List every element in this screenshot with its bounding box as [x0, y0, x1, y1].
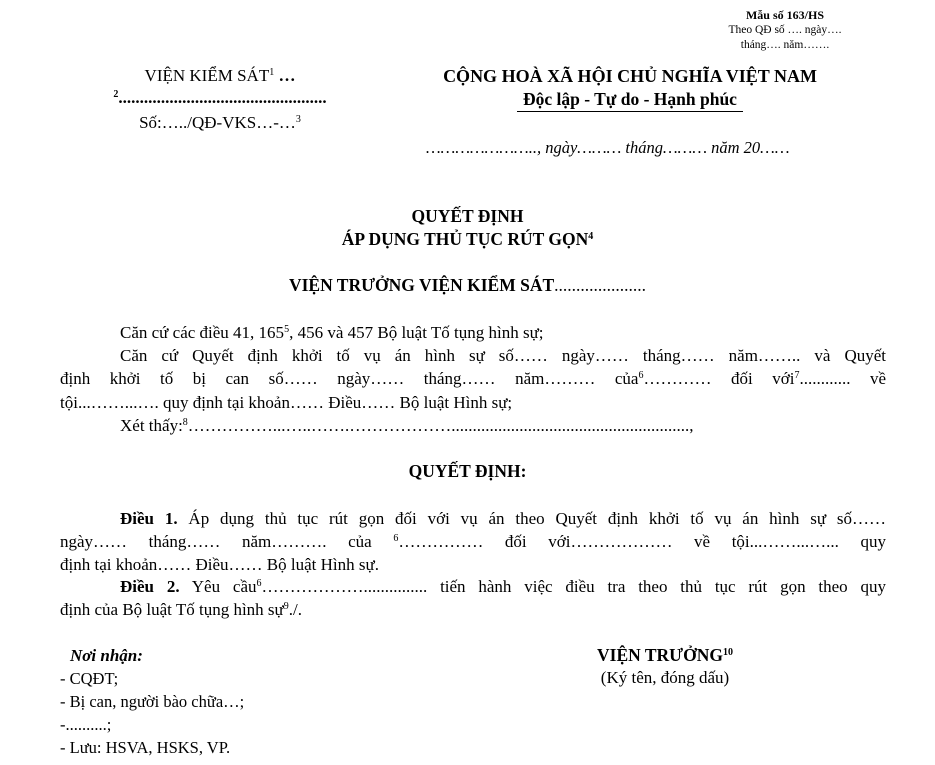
recipient-item: - CQĐT;: [60, 669, 119, 688]
considering-line: Xét thấy:$^8$……………...…..…….………………........................................................,: [120, 416, 694, 435]
issuing-authority: VIỆN TRƯỞNG VIỆN KIỂM SÁT.....................: [288, 275, 646, 295]
recipient-item: - Lưu: HSVA, HSKS, VP.: [60, 738, 231, 757]
basis-line1: Căn cứ các điều 41, $165^5$, 456 và 457 Bộ luật Tố tụng hình sự;: [120, 323, 544, 342]
article1-line3: định tại khoản…… Điều…… Bộ luật Hình sự.: [60, 555, 379, 574]
decision-title: QUYẾT ĐỊNH: [411, 206, 524, 226]
form-ref-line2: tháng…. năm…….: [740, 39, 830, 51]
decision-subtitle: ÁP DỤNG THỦ TỤC RÚT GỌN$^4$: [341, 229, 594, 249]
form-reference: [700, 8, 870, 53]
decision-number: Số:…../QĐ-VKS…-…$^3$: [139, 113, 301, 132]
article1-line2: ngày…… tháng…… năm………. của $^6$…………… đối với……………… về tội...……...…... quy: [60, 532, 886, 551]
recipient-item: - Bị can, người bào chữa…;: [60, 692, 245, 711]
recipients-title: Nơi nhận:: [70, 646, 143, 665]
form-number: Mẫu số 163/HS: [745, 8, 824, 22]
national-title: CỘNG HOÀ XÃ HỘI CHỦ NGHĨA VIỆT NAM: [443, 66, 817, 86]
article2-label: Điều 2.: [120, 577, 180, 596]
article1-label: Điều 1.: [120, 509, 178, 528]
decides-heading: QUYẾT ĐỊNH:: [408, 461, 527, 481]
national-motto-wrap: [400, 89, 860, 112]
basis-line3: định khởi tố bị can số…… ngày…… tháng…… năm……… của$^6$………… đối với$^7$............ về: [60, 369, 887, 388]
signature-note: (Ký tên, đóng dấu): [600, 668, 730, 687]
form-ref-line1: Theo QĐ số …. ngày….: [728, 24, 842, 36]
article2-line1: Điều 2. Yêu cầu$^6$………………............... tiến hành việc điều tra theo thủ tục rút gọn theo quy: [120, 577, 886, 596]
agency-subordinate: $^2$.................................................: [113, 88, 327, 107]
article1-line1: Điều 1. Áp dụng thủ tục rút gọn đối với vụ án theo Quyết định khởi tố vụ án hình sự số……: [120, 509, 887, 528]
agency-name: VIỆN KIỂM SÁT$^1$ …: [144, 66, 296, 85]
signature-title: VIỆN TRƯỞNG$^{10}$: [597, 645, 733, 665]
recipient-item: -..........;: [60, 715, 112, 734]
date-line: ………………….., ngày……… tháng……… năm 20……: [426, 138, 790, 157]
basis-line2: Căn cứ Quyết định khởi tố vụ án hình sự số…… ngày…… tháng…… năm…….. và Quyết: [120, 346, 886, 365]
national-motto: Độc lập - Tự do - Hạnh phúc: [517, 89, 743, 112]
article2-line2: định của Bộ luật Tố tụng hình sự$^9$./.: [60, 600, 302, 619]
basis-line4: tội...……...…. quy định tại khoản…… Điều…… Bộ luật Hình sự;: [60, 393, 513, 412]
